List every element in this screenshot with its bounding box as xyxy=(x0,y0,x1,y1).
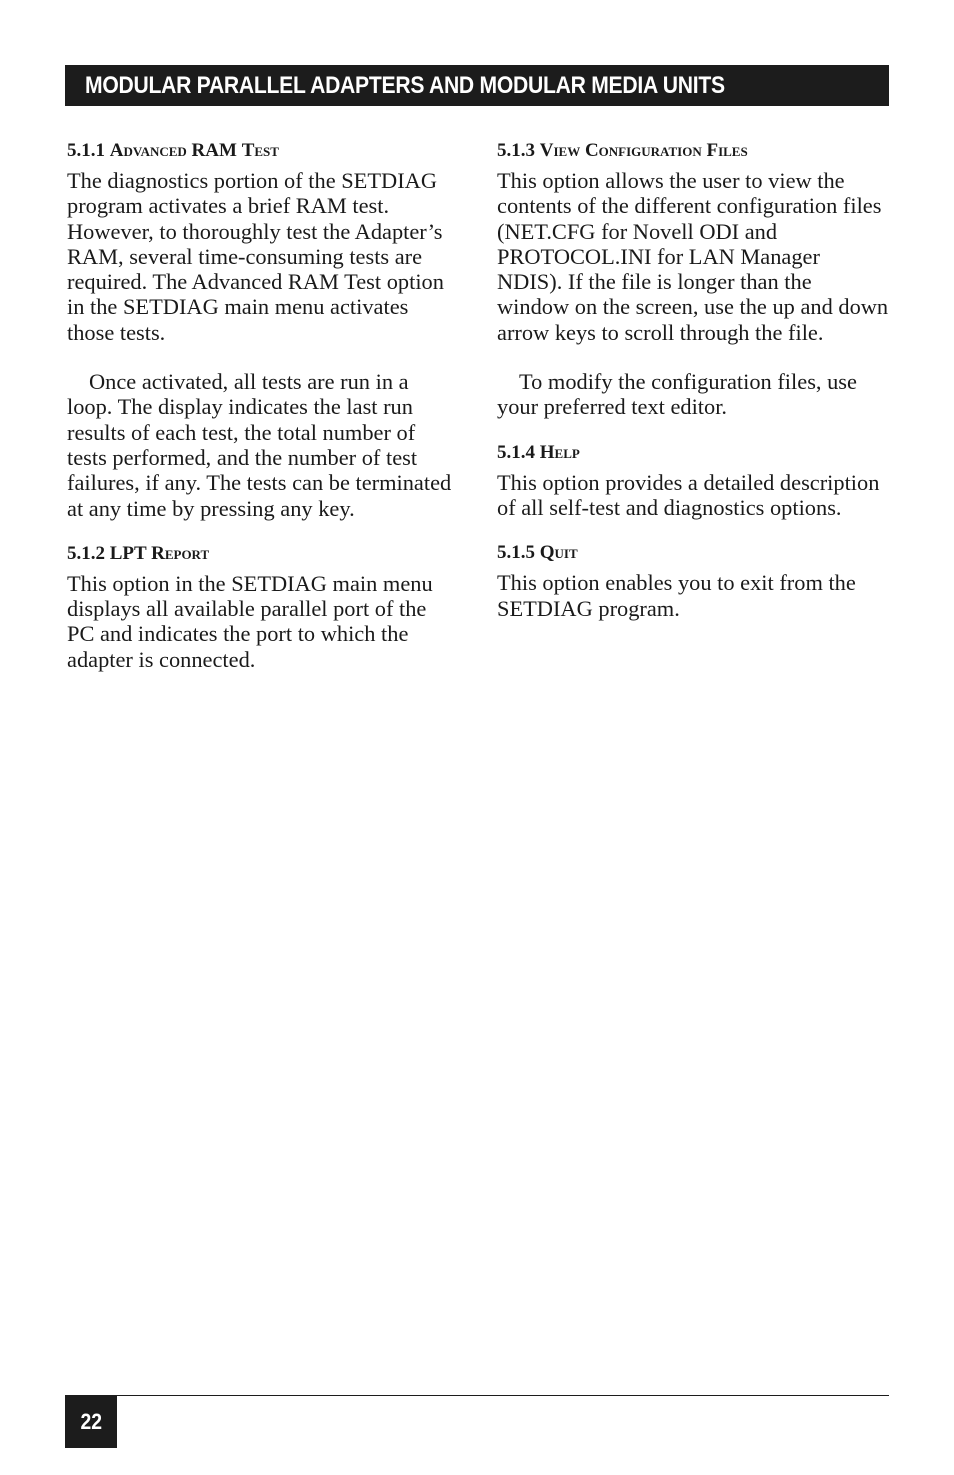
page-number: 22 xyxy=(80,1409,102,1434)
paragraph: Once activated, all tests are run in a loop. The display indicates the last run results of each test, the total number of tests performed, and the number of test failures, if any. The tests can be terminated at any time by pressing any key. xyxy=(67,369,452,521)
paragraph: The diagnostics portion of the SETDIAG program activates a brief RAM test. However, to thoroughly test the Adapter’s RAM, several time-consuming tests are required. The Advanced RAM Test option in the SETDIAG main menu activates those tests. xyxy=(67,168,444,345)
section-title: View Configuration Files xyxy=(539,140,748,161)
section-title: Report xyxy=(151,542,210,564)
section-heading-5-1-4 xyxy=(497,440,889,466)
section-heading-5-1-1 xyxy=(67,138,459,164)
section-title: Help xyxy=(539,441,580,463)
page-header-title: MODULAR PARALLEL ADAPTERS AND MODULAR MEDIA UNITS xyxy=(85,71,725,99)
section-heading-5-1-5 xyxy=(497,540,889,566)
right-column xyxy=(497,138,889,621)
section-number: 5.1.1 xyxy=(67,140,110,161)
paragraph: To modify the configuration files, use your preferred text editor. xyxy=(497,369,857,420)
paragraph: This option in the SETDIAG main menu displays all available parallel port of the PC and indicates the port to which the adapter is connected. xyxy=(67,570,433,672)
paragraph: This option enables you to exit from the SETDIAG program. xyxy=(497,570,856,621)
section-number: 5.1.2 LPT xyxy=(67,542,152,564)
paragraph: This option allows the user to view the contents of the different configuration files (NET.CFG for Novell ODI and PROTOCOL.INI for LAN Manager NDIS). If the file is longer than the window on the screen, use the up and down arrow keys to scroll through the file. xyxy=(497,168,889,345)
section-title-part: Advanced xyxy=(109,140,187,161)
section-number: 5.1.4 xyxy=(497,441,540,463)
section-heading-5-1-3 xyxy=(497,138,889,164)
section-title-part: Test xyxy=(241,140,279,161)
footer-rule xyxy=(65,1395,889,1396)
section-title: Quit xyxy=(539,542,578,564)
section-number: 5.1.3 xyxy=(497,140,540,161)
section-heading-5-1-2 xyxy=(67,541,459,567)
page-number-box xyxy=(65,1396,117,1448)
left-column xyxy=(67,138,459,672)
section-title-part: RAM xyxy=(186,140,242,161)
header-bar xyxy=(65,65,889,106)
section-number: 5.1.5 xyxy=(497,542,540,564)
paragraph: This option provides a detailed description of all self-test and diagnostics options. xyxy=(497,469,880,520)
